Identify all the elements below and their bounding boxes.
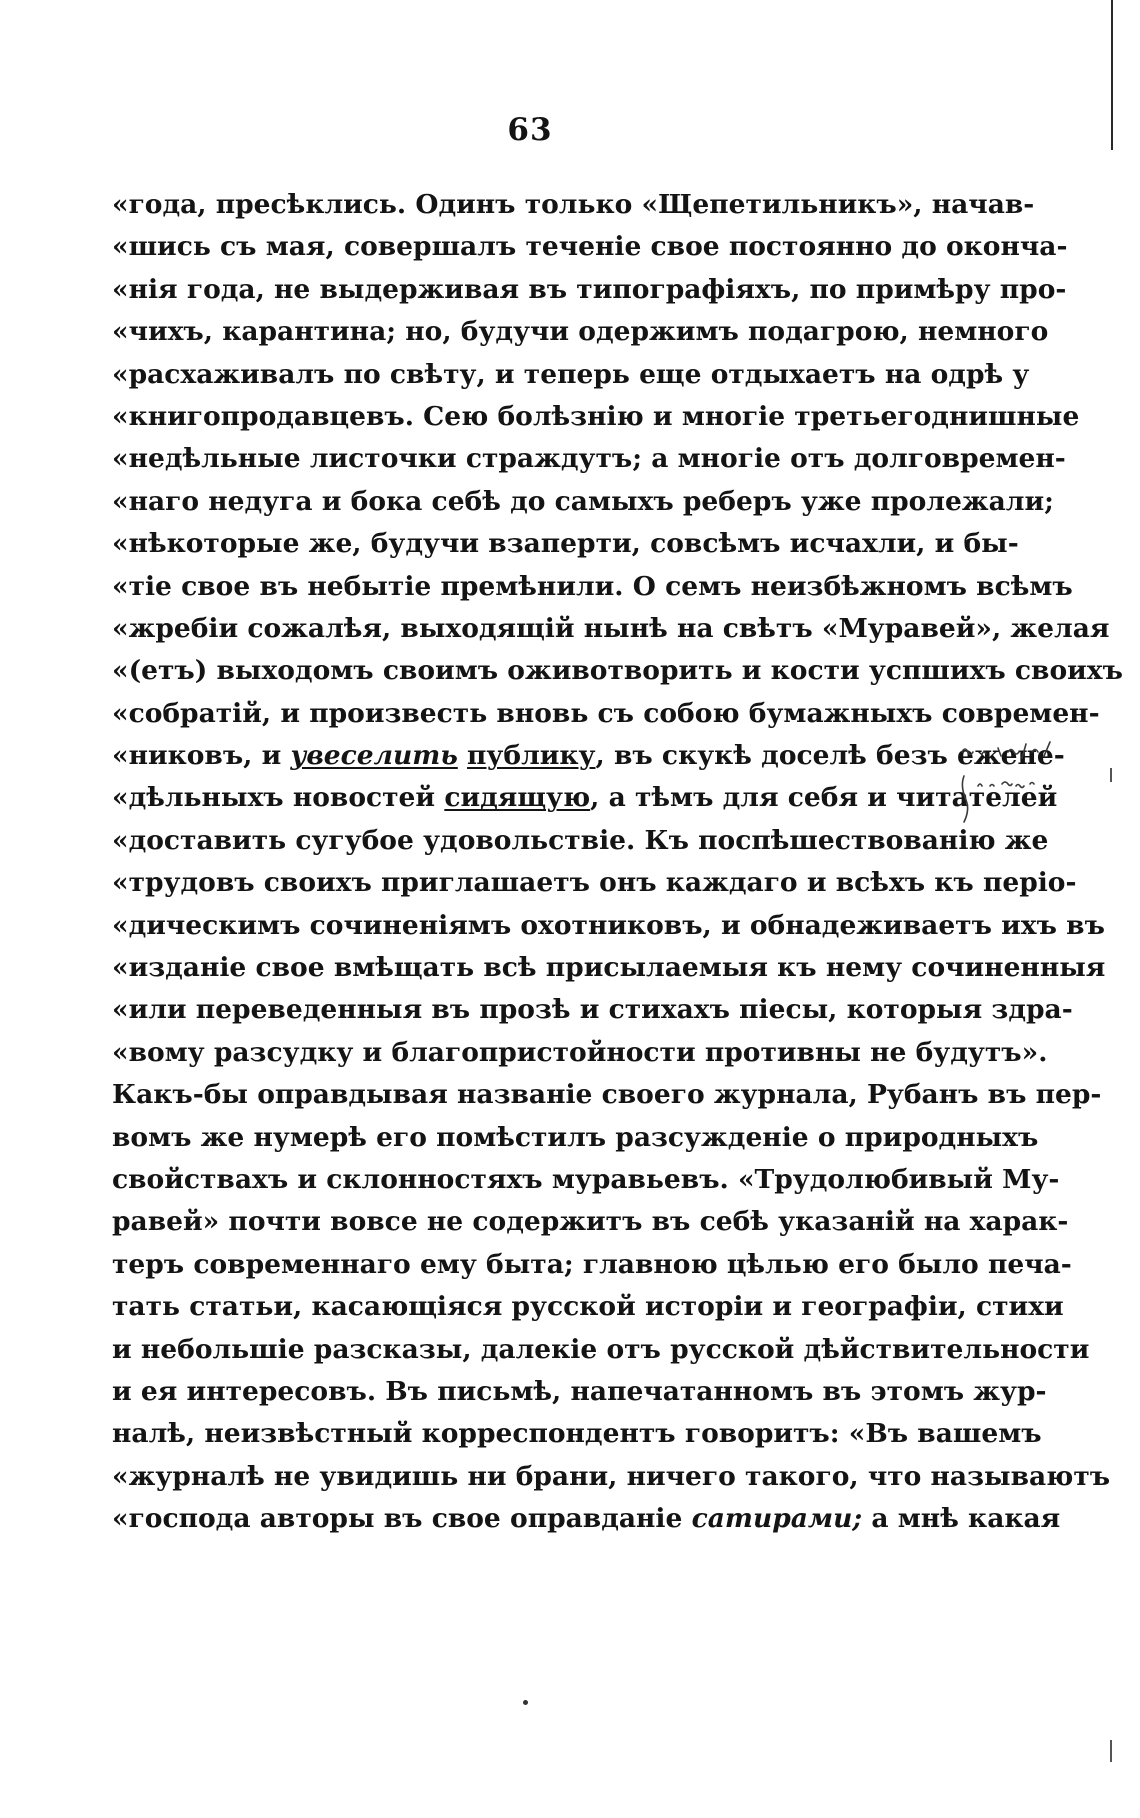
text-line: «чихъ, карантина; но, будучи одержимъ подагрою, немного [112,316,1049,348]
text-run: «дѣльныхъ новостей [112,782,445,814]
italic-emphasis: сатирами; [691,1503,863,1535]
text-line: «трудовъ своихъ приглашаетъ онъ каждаго и всѣхъ къ періо- [112,867,1077,899]
text-line: «года, пресѣклись. Одинъ только «Щепетильникъ», начав- [112,189,1035,220]
text-line: и небольшіе разсказы, далекіе отъ русской дѣйствительности [112,1333,1090,1365]
underlined-word: сидящую [444,782,591,814]
text-line: «или переведенныя въ прозѣ и стихахъ піесы, которыя здра- [112,994,1073,1026]
text-line: вомъ же нумерѣ его помѣстилъ разсужденіе о природныхъ [112,1121,1039,1153]
text-run [458,740,467,771]
body-text [112,184,1123,1541]
text-line: «(етъ) выходомъ своимъ оживотворить и кости успшихъ своихъ [112,655,1123,687]
page-edge-tick [1110,1740,1112,1762]
page-edge-tick [1110,768,1112,782]
text-run: а мнѣ какая [862,1503,1061,1535]
text-line: налѣ, неизвѣстный корреспондентъ говоритъ: «Въ вашемъ [112,1418,1042,1450]
text-line: «журналѣ не увидишь ни брани, ничего такого, что называютъ [112,1460,1111,1492]
text-line: «нѣкоторые же, будучи взаперти, совсѣмъ исчахли, и бы- [112,528,1019,560]
text-line: «доставить сугубое удовольствіе. Къ поспѣшествованію же [112,824,1049,856]
text-run: , а тѣмъ для себя и читателей [590,782,1058,814]
text-line: «книгопродавцевъ. Сею болѣзнію и многіе третьегоднишные [112,400,1080,432]
text-line-with-emphasis [112,735,1065,777]
text-line-with-emphasis [112,1498,1061,1540]
text-line: «собратій, и произвесть вновь съ собою бумажныхъ современ- [112,697,1100,729]
text-line: «недѣльные листочки страждутъ; а многіе отъ долговремен- [112,443,1066,475]
text-line: «шись съ мая, совершалъ теченіе свое постоянно до оконча- [112,231,1068,263]
page-edge-line [1111,0,1113,150]
stray-ink-dot [523,1700,528,1705]
italic-emphasis: увеселить [290,740,458,772]
text-run: «никовъ, и [112,740,291,772]
underlined-word: публику [467,740,596,772]
text-line: равей» почти вовсе не содержитъ въ себѣ указаній на харак- [112,1206,1069,1238]
text-line-with-underline [112,777,1058,819]
text-run: , въ скукѣ доселѣ безъ ежене- [595,740,1065,772]
text-line: «жребіи сожалѣя, выходящій нынѣ на свѣтъ «Муравей», желая [112,612,1110,644]
text-line: свойствахъ и склонностяхъ муравьевъ. «Трудолюбивый Му- [112,1163,1060,1195]
text-line: теръ современнаго ему быта; главною цѣлью его было печа- [112,1248,1072,1280]
text-line: «наго недуга и бока себѣ до самыхъ реберъ уже пролежали; [112,485,1054,517]
text-line: «вому разсудку и благопристойности противны не будутъ». [112,1036,1048,1068]
page-number: 63 [507,112,553,148]
text-line: «расхаживалъ по свѣту, и теперь еще отдыхаетъ на одрѣ у [112,358,1030,390]
text-line: «изданіе свое вмѣщать всѣ присылаемыя къ нему сочиненныя [112,952,1106,984]
text-run: «господа авторы въ свое оправданіе [112,1503,692,1535]
text-line: Какъ-бы оправдывая названіе своего журнала, Рубанъ въ пер- [112,1079,1102,1111]
text-line: «нія года, не выдерживая въ типографіяхъ, по примѣру про- [112,273,1067,305]
handwritten-marginalia [958,738,1078,828]
text-line: тать статьи, касающіяся русской исторіи и географіи, стихи [112,1291,1064,1323]
text-line: «тіе свое въ небытіе премѣнили. О семъ неизбѣжномъ всѣмъ [112,570,1073,602]
text-line: «дическимъ сочиненіямъ охотниковъ, и обнадеживаетъ ихъ въ [112,909,1105,941]
text-line: и ея интересовъ. Въ письмѣ, напечатанномъ въ этомъ жур- [112,1375,1047,1407]
